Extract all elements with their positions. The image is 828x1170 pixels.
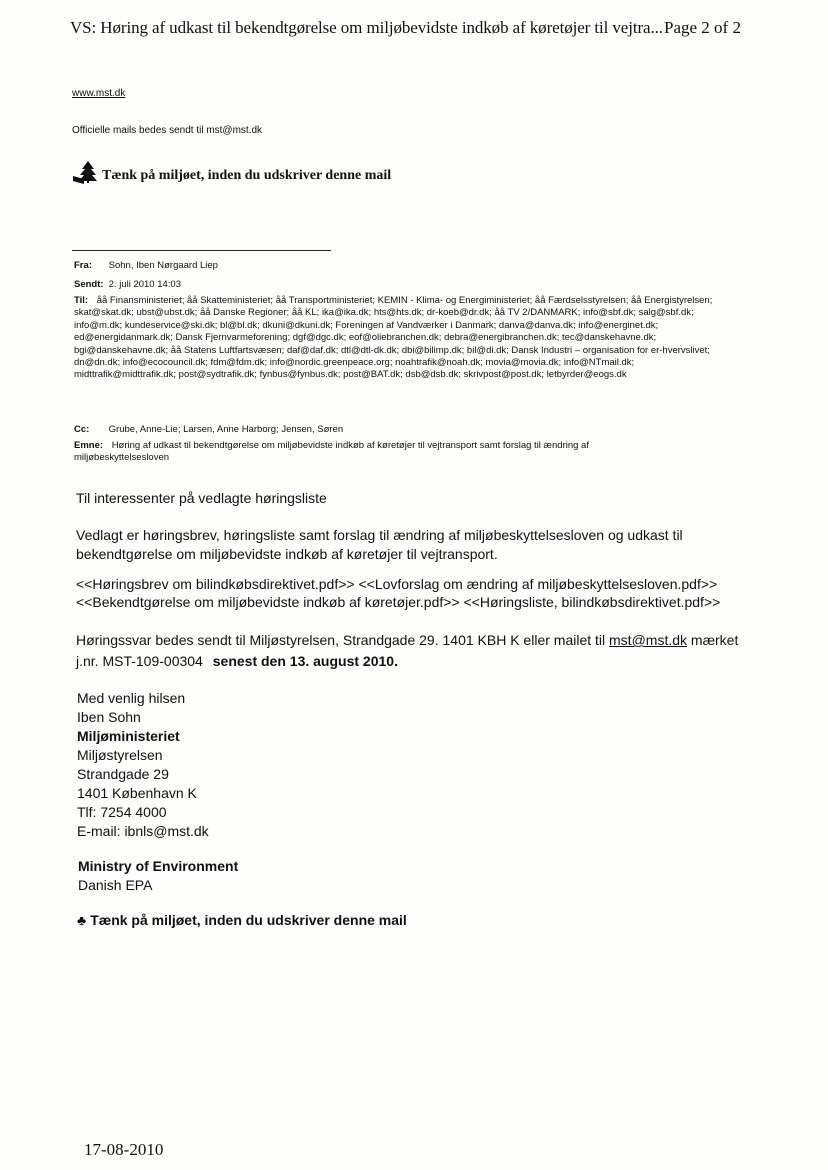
closing: Med venlig hilsen: [77, 690, 186, 706]
official-mail-note: Officielle mails bedes sendt til mst@mst.dk: [72, 125, 263, 136]
from-row: [74, 260, 218, 272]
cc-row: [74, 424, 343, 436]
to-value: åå Finansministeriet; åå Skatteministeriet; åå Transportministeriet; KEMIN - Klima- og Energiministeriet; åå Færdselsstyrelsen; åå Energistyrelsen; skat@skat.dk; ubst@ubst.dk; åå Danske Regioner; åå KL; ika@ika.dk; hts@hts.dk; dr-koeb@dr.dk; åå TV 2/DANMARK; info@sbf.dk; salg@sbf.dk; info@m.dk; kundeservice@ski.dk; bl@bl.dk; dkuni@dkuni.dk; Foreningen af Vandværker i Danmark; danva@danva.dk; info@energinet.dk; ed@energidanmark.dk; Dansk Fjernvarmeforening; dgf@dgc.dk; eof@oliebranchen.dk; debra@energibranchen.dk; tec@danskehavne.dk; bgi@danskehavne.dk; åå Statens Luftfartsvæsen; daf@daf.dk; dtl@dtl-dk.dk; dbi@bilimp.dk; bil@di.dk; Dansk Industri – organisation for er-hvervslivet; dn@dn.dk; info@ecocouncil.dk; fdm@fdm.dk; info@nordic.greenpeace.org; noahtrafik@noah.dk; movia@movia.dk; info@NTmail.dk; midttrafik@midttrafik.dk; post@sydtrafik.dk; fynbus@fynbus.dk; post@BAT.dk; dsb@dsb.dk; skrivpost@post.dk; letbyrder@eogs.dk: [74, 295, 713, 381]
paragraph-1: Vedlagt er høringsbrev, høringsliste samt forslag til ændring af miljøbeskyttelsesloven og udkast til bekendtgørelse om miljøbevidste indkøb af køretøjer til vejtransport.: [76, 527, 683, 562]
tree-icon: [72, 160, 98, 184]
signature-english: [78, 857, 238, 895]
sent-row: [74, 279, 181, 291]
page-header-title: VS: Høring af udkast til bekendtgørelse om miljøbevidste indkøb af køretøjer til vejtra...: [70, 18, 663, 37]
reply-line-2: [76, 652, 398, 671]
street: Strandgade 29: [77, 766, 169, 782]
cc-value: Grube, Anne-Lie; Larsen, Anne Harborg; Jensen, Søren: [108, 424, 344, 435]
from-label: Fra:: [74, 260, 92, 271]
env-note-top: [72, 160, 391, 184]
to-label: Til:: [74, 295, 89, 306]
agency-en: Danish EPA: [78, 877, 153, 893]
attachments-line-1[interactable]: <<Høringsbrev om bilindkøbsdirektivet.pdf>> <<Lovforslag om ændring af miljøbeskyttelsesloven.pdf>>: [76, 576, 718, 592]
reply-end: .: [394, 653, 398, 669]
cc-label: Cc:: [74, 424, 90, 435]
from-value: Sohn, Iben Nørgaard Liep: [108, 260, 218, 271]
signature: [77, 689, 209, 841]
env-note-top-text: Tænk på miljøet, inden du udskriver denne mail: [102, 168, 392, 183]
reply-text-b: mærket: [690, 632, 739, 648]
ministry: Miljøministeriet: [77, 728, 180, 744]
env-note-bottom-text: Tænk på miljøet, inden du udskriver denne mail: [90, 912, 407, 928]
to-row: [74, 295, 734, 382]
divider: [72, 250, 331, 251]
tree-icon: ♣: [77, 912, 87, 928]
reply-deadline: senest den 13. august 2010: [212, 653, 395, 669]
sent-value: 2. juli 2010 14:03: [108, 279, 182, 290]
subject-row: [74, 440, 674, 465]
subject-label: Emne:: [74, 440, 104, 451]
reply-email-link[interactable]: mst@mst.dk: [609, 632, 688, 648]
city: 1401 København K: [77, 785, 197, 801]
page-number: Page 2 of 2: [664, 18, 741, 37]
footer-date: 17-08-2010: [84, 1140, 164, 1159]
sent-label: Sendt:: [74, 279, 104, 290]
reply-ref: j.nr. MST-109-00304: [76, 653, 203, 669]
greeting: Til interessenter på vedlagte høringsliste: [76, 490, 327, 506]
ministry-en: Ministry of Environment: [78, 858, 239, 874]
website-link[interactable]: www.mst.dk: [72, 88, 126, 99]
env-note-bottom: [77, 912, 407, 928]
phone: Tlf: 7254 4000: [77, 804, 167, 820]
reply-line-1: [76, 631, 738, 650]
attachments-line-2[interactable]: <<Bekendtgørelse om miljøbevidste indkøb af køretøjer.pdf>> <<Høringsliste, bilindkøbsdirektivet.pdf>>: [76, 594, 721, 610]
sender-email: E-mail: ibnls@mst.dk: [77, 823, 209, 839]
reply-text-a: Høringssvar bedes sendt til Miljøstyrelsen, Strandgade 29. 1401 KBH K eller mailet til: [76, 632, 606, 648]
subject-value: Høring af udkast til bekendtgørelse om miljøbevidste indkøb af køretøjer til vejtransport samt forslag til ændring af miljøbeskyttelsesloven: [74, 440, 589, 464]
sender-name: Iben Sohn: [77, 709, 141, 725]
agency: Miljøstyrelsen: [77, 747, 163, 763]
